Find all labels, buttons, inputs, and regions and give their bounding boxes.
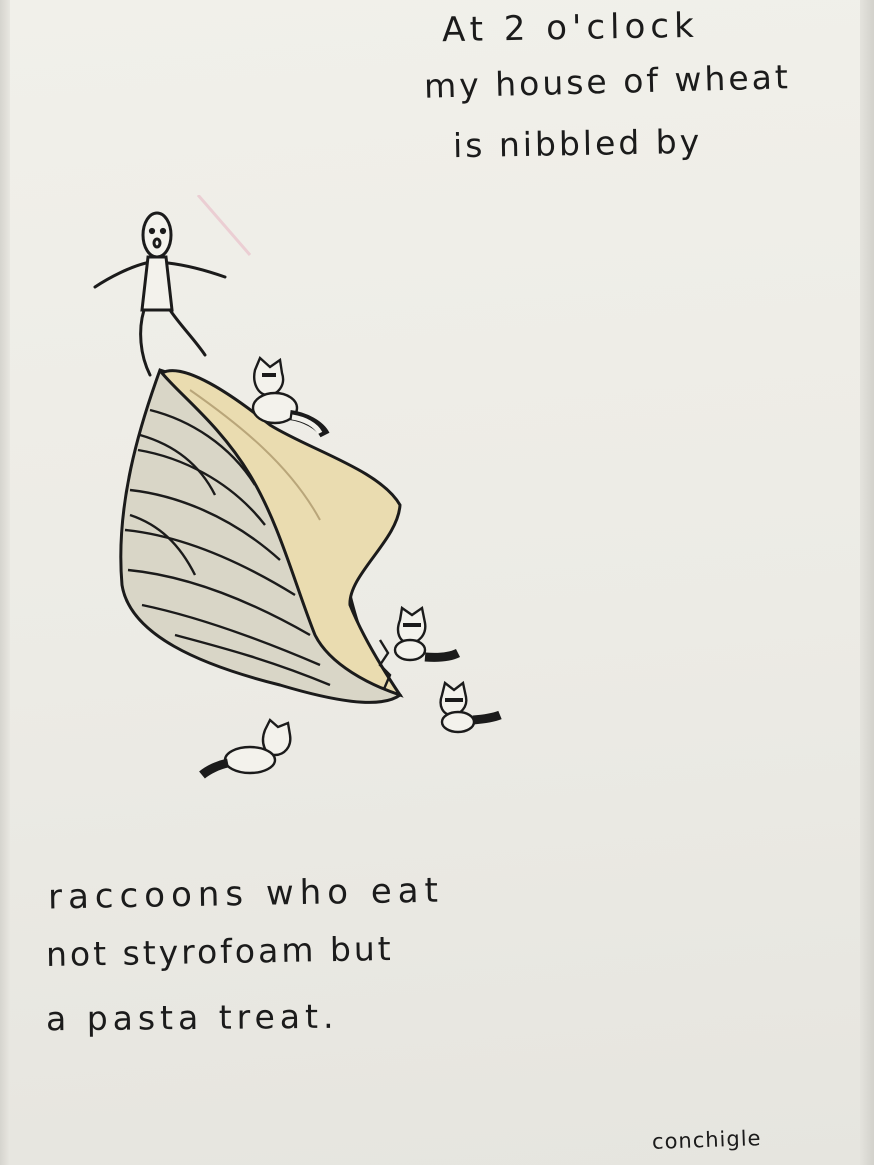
- poem-top-line-1: At 2 o'clock: [441, 5, 700, 51]
- stick-figure: [95, 213, 225, 375]
- card-right-edge: [860, 0, 874, 1165]
- pasta-illustration: [80, 195, 540, 805]
- poem-top-line-2: my house of wheat: [423, 57, 792, 106]
- poem-bottom-line-1: raccoons who eat: [47, 870, 445, 918]
- raccoon-2: [395, 608, 458, 660]
- poem-bottom-line-2: not styrofoam but: [45, 928, 395, 975]
- artist-signature: conchigle: [651, 1126, 762, 1154]
- card-left-edge: [0, 0, 10, 1165]
- poem-bottom-line-3: a pasta treat.: [45, 996, 339, 1039]
- pencil-mark: [198, 195, 250, 255]
- raccoon-4: [202, 720, 290, 775]
- raccoon-3: [441, 683, 500, 732]
- poem-top-line-3: is nibbled by: [452, 121, 703, 166]
